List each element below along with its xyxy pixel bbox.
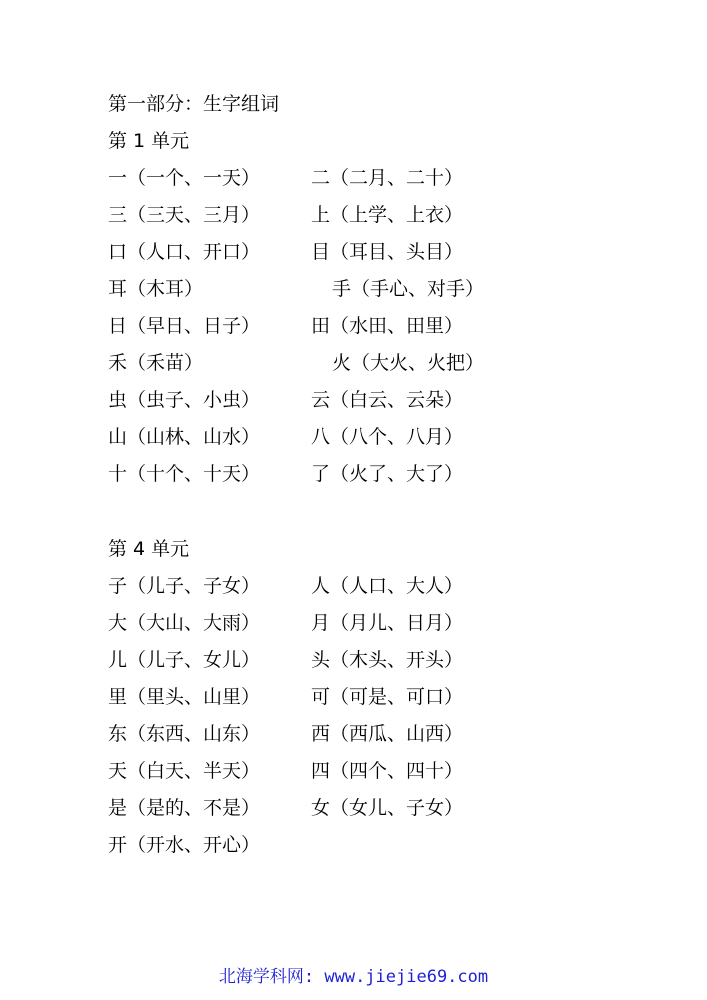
word-entry: 日（早日、日子） [108, 315, 261, 337]
unit-4-title: 第 4 单元 [108, 538, 190, 560]
word-row [108, 277, 588, 301]
word-row [108, 425, 588, 449]
word-row [108, 351, 588, 375]
footer-url-link[interactable]: www.jiejie69.com [324, 967, 489, 987]
word-entry: 四（四个、四十） [311, 760, 464, 782]
word-row [108, 203, 588, 227]
word-entry: 月（月儿、日月） [311, 612, 464, 634]
word-row [108, 759, 588, 783]
word-entry: 三（三天、三月） [108, 204, 261, 226]
word-entry: 上（上学、上衣） [311, 204, 464, 226]
word-entry: 十（十个、十天） [108, 463, 261, 485]
footer-site-name: 北海学科网 [218, 967, 304, 987]
footer-watermark [0, 966, 707, 988]
word-entry: 云（白云、云朵） [311, 389, 464, 411]
footer-separator: : [303, 967, 325, 987]
unit-1-title: 第 1 单元 [108, 130, 190, 152]
word-entry: 耳（木耳） [108, 278, 204, 300]
word-entry: 里（里头、山里） [108, 686, 261, 708]
word-entry: 火（大火、火把） [332, 352, 485, 374]
page-title: 第一部分：生字组词 [108, 93, 280, 115]
word-row [108, 166, 588, 190]
word-entry: 人（人口、大人） [311, 575, 464, 597]
word-row [108, 462, 588, 486]
word-entry: 女（女儿、子女） [311, 797, 464, 819]
word-row [108, 685, 588, 709]
word-entry: 子（儿子、子女） [108, 575, 261, 597]
word-row [108, 574, 588, 598]
word-entry: 禾（禾苗） [108, 352, 204, 374]
word-entry: 山（山林、山水） [108, 426, 261, 448]
word-entry: 目（耳目、头目） [311, 241, 464, 263]
word-entry: 八（八个、八月） [311, 426, 464, 448]
word-entry: 口（人口、开口） [108, 241, 261, 263]
word-entry: 西（西瓜、山西） [311, 723, 464, 745]
word-row [108, 314, 588, 338]
word-entry: 开（开水、开心） [108, 834, 261, 856]
word-entry: 虫（虫子、小虫） [108, 389, 261, 411]
word-entry: 东（东西、山东） [108, 723, 261, 745]
word-entry: 田（水田、田里） [311, 315, 464, 337]
word-row [108, 833, 588, 857]
word-row [108, 648, 588, 672]
word-row [108, 796, 588, 820]
word-entry: 了（火了、大了） [311, 463, 464, 485]
word-row [108, 240, 588, 264]
word-entry: 儿（儿子、女儿） [108, 649, 261, 671]
word-row [108, 611, 588, 635]
word-entry: 可（可是、可口） [311, 686, 464, 708]
word-entry: 是（是的、不是） [108, 797, 261, 819]
word-entry: 一（一个、一天） [108, 167, 261, 189]
word-entry: 头（木头、开头） [311, 649, 464, 671]
word-entry: 大（大山、大雨） [108, 612, 261, 634]
word-row [108, 388, 588, 412]
word-entry: 天（白天、半天） [108, 760, 261, 782]
word-row [108, 722, 588, 746]
word-entry: 二（二月、二十） [311, 167, 464, 189]
word-entry: 手（手心、对手） [332, 278, 485, 300]
